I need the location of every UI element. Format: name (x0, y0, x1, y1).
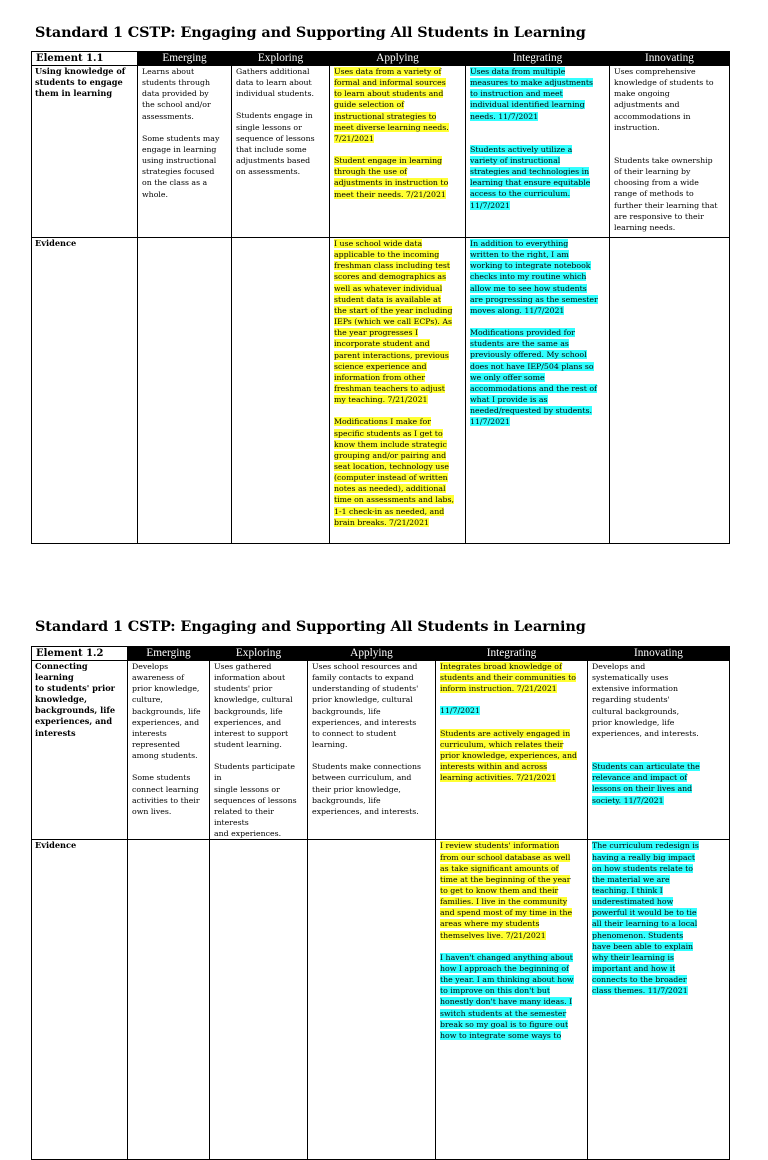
paragraph-text: Uses comprehensive knowledge of students to make ongoing adjustments and accommodations in instruction. (614, 67, 714, 132)
highlighted-text: I use school wide data applicable to the incoming freshman class including test scores and demographics as well as whatever individual student data is available at the start of the year including IEPs (which we call ECPs). As the year progresses I incorporate student and parent interactions, previous science experience and information from other freshman teachers to adjust my teaching. 7/21/2021 (334, 239, 453, 405)
highlighted-text: Uses data from a variety of formal and informal sources to learn about students and guide selection of instructional strategies to meet diverse learning needs. 7/21/2021 (334, 67, 449, 143)
cell-exploring (232, 66, 330, 238)
cell-innovating (610, 66, 730, 238)
cell-paragraph (334, 416, 462, 528)
cell-paragraph (214, 661, 304, 750)
header-integrating: Integrating (466, 52, 610, 66)
cell-paragraph (592, 661, 726, 739)
cell-paragraph (592, 840, 726, 996)
cell-paragraph (440, 952, 584, 1041)
evidence-exploring (210, 840, 308, 1160)
header-innovating: Innovating (610, 52, 730, 66)
cell-paragraph (312, 661, 432, 750)
evidence-emerging (138, 238, 232, 544)
paragraph-text: Students make connections between curriculum, and their prior knowledge, backgrounds, life experiences, and interests. (312, 762, 422, 816)
highlighted-text: The curriculum redesign is having a really big impact on how students relate to the material we are teaching. I think I underestimated how powerful it would be to tie all their learning to a local phenomenon. Students have been able to explain why their learning is important and how it connects to the broader class themes. 11/7/2021 (592, 841, 699, 996)
paragraph-text: Uses gathered information about students' prior knowledge, cultural backgrounds, life experiences, and interest to support student learning. (214, 662, 293, 750)
cell-paragraph (470, 327, 606, 427)
header-applying: Applying (308, 647, 436, 661)
evidence-emerging (128, 840, 210, 1160)
paragraph-text: Develops and systematically uses extensive information regarding students' cultural backgrounds, prior knowledge, life experiences, and interests. (592, 662, 699, 738)
cell-paragraph (470, 144, 606, 211)
cell-paragraph (132, 772, 206, 817)
cell-paragraph (440, 728, 584, 784)
paragraph-text: Some students may engage in learning using instructional strategies focused on the class as a whole. (142, 133, 220, 199)
highlighted-text: Student engage in learning through the use of adjustments in instruction to meet their needs. 7/21/2021 (334, 156, 449, 199)
header-innovating: Innovating (588, 647, 730, 661)
highlighted-text: Students actively utilize a variety of instructional strategies and technologies in learning that ensure equitable access to the curriculum. 11/7/2021 (470, 144, 591, 210)
evidence-innovating (610, 238, 730, 544)
cell-paragraph (236, 110, 326, 177)
paragraph-text: Students take ownership of their learning by choosing from a wide range of methods to further their learning that are responsive to their learning needs. (614, 155, 718, 232)
cell-paragraph (312, 761, 432, 817)
header-exploring: Exploring (210, 647, 308, 661)
element-label: Element 1.1 (32, 52, 138, 66)
cell-paragraph (236, 66, 326, 99)
evidence-integrating (466, 238, 610, 544)
cell-paragraph (592, 761, 726, 806)
cell-paragraph (470, 238, 606, 316)
evidence-innovating (588, 840, 730, 1160)
header-emerging: Emerging (128, 647, 210, 661)
evidence-applying (308, 840, 436, 1160)
header-emerging: Emerging (138, 52, 232, 66)
paragraph-gap (334, 144, 462, 155)
cell-integrating (436, 661, 588, 840)
cell-applying (308, 661, 436, 840)
paragraph-gap (470, 122, 606, 133)
cell-paragraph (470, 66, 606, 122)
cell-integrating (466, 66, 610, 238)
cell-innovating (588, 661, 730, 840)
paragraph-gap (614, 133, 726, 144)
paragraph-gap (440, 717, 584, 728)
highlighted-text: Modifications I make for specific students as I get to know them include strategic grouping and/or pairing and seat location, technology use (computer instead of written notes as needed), additional time on assessments and labs, 1-1 check-in as needed, and brain breaks. 7/21/2021 (334, 417, 454, 527)
cell-emerging (128, 661, 210, 840)
paragraph-gap (334, 405, 462, 416)
cell-emerging (138, 66, 232, 238)
evidence-exploring (232, 238, 330, 544)
cell-paragraph (440, 661, 584, 694)
highlighted-text: Integrates broad knowledge of students and their communities to inform instruction. 7/21/2021 (440, 662, 576, 694)
header-exploring: Exploring (232, 52, 330, 66)
highlighted-text: I haven't changed anything about how I approach the beginning of the year. I am thinking about how to improve on this don't but honestly don't have many ideas. I switch students at the semester break so my goal is to figure out how to integrate some ways to (440, 952, 574, 1040)
evidence-row (32, 840, 730, 1160)
paragraph-gap (142, 122, 228, 133)
cell-paragraph (334, 238, 462, 405)
paragraph-gap (614, 144, 726, 155)
header-row (32, 647, 730, 661)
paragraph-gap (132, 761, 206, 772)
paragraph-text: Some students connect learning activities to their own lives. (132, 773, 200, 816)
cell-paragraph (334, 155, 462, 200)
row-label-descriptor: Connecting learning to students' prior knowledge, backgrounds, life experiences, and interests (32, 661, 128, 840)
paragraph-text: Gathers additional data to learn about individual students. (236, 67, 314, 99)
paragraph-gap (592, 739, 726, 750)
evidence-row (32, 238, 730, 544)
paragraph-gap (592, 750, 726, 761)
paragraph-gap (214, 750, 304, 761)
cell-paragraph (132, 661, 206, 761)
paragraph-gap (470, 133, 606, 144)
header-applying: Applying (330, 52, 466, 66)
evidence-integrating (436, 840, 588, 1160)
row-label-evidence: Evidence (32, 238, 138, 544)
highlighted-text: I review students' information from our school database as well as take significant amounts of time at the beginning of the year to get to know them and their families. I live in the community and spend most of my time in the areas where my students themselves live. 7/21/2021 (440, 841, 573, 940)
paragraph-text: Students engage in single lessons or sequence of lessons that include some adjustments based on assessments. (236, 111, 315, 177)
descriptor-row (32, 661, 730, 840)
descriptor-row (32, 66, 730, 238)
cell-paragraph (142, 133, 228, 200)
paragraph-gap (440, 694, 584, 705)
paragraph-gap (312, 750, 432, 761)
rubric-table-element-1-1 (31, 51, 730, 544)
rubric-table-element-1-2 (31, 646, 730, 1160)
paragraph-gap (440, 941, 584, 952)
row-label-evidence: Evidence (32, 840, 128, 1160)
cell-applying (330, 66, 466, 238)
header-integrating: Integrating (436, 647, 588, 661)
cell-paragraph (334, 66, 462, 144)
row-label-descriptor: Using knowledge of students to engage them in learning (32, 66, 138, 238)
highlighted-text: 11/7/2021 (440, 706, 480, 716)
highlighted-text: In addition to everything written to the right, I am working to integrate notebook checks into my routine which allow me to see how students are progressing as the semester moves along. 11/7/2021 (470, 239, 598, 315)
highlighted-text: Students can articulate the relevance and impact of lessons on their lives and society. 11/7/2021 (592, 762, 700, 805)
highlighted-text: Students are actively engaged in curriculum, which relates their prior knowledge, experiences, and interests within and across learning activities. 7/21/2021 (440, 728, 577, 783)
section-2-title: Standard 1 CSTP: Engaging and Supporting All Students in Learning (35, 618, 586, 635)
paragraph-text: Develops awareness of prior knowledge, culture, backgrounds, life experiences, and interests represented among students. (132, 662, 201, 761)
cell-paragraph (142, 66, 228, 122)
cell-paragraph (440, 840, 584, 940)
element-label: Element 1.2 (32, 647, 128, 661)
paragraph-text: Learns about students through data provided by the school and/or assessments. (142, 67, 211, 121)
highlighted-text: Modifications provided for students are the same as previously offered. My school does not have IEP/504 plans so we only offer some accommodations and the rest of what I provide is as needed/requested by students. 11/7/2021 (470, 328, 597, 427)
evidence-applying (330, 238, 466, 544)
cell-paragraph (214, 761, 304, 839)
paragraph-text: Students participate in single lessons or sequences of lessons related to their interests and experiences. (214, 762, 297, 839)
cell-paragraph (440, 705, 584, 716)
cell-paragraph (614, 155, 726, 233)
highlighted-text: Uses data from multiple measures to make adjustments to instruction and meet individual identified learning needs. 11/7/2021 (470, 67, 594, 121)
paragraph-gap (470, 316, 606, 327)
cell-paragraph (614, 66, 726, 133)
cell-exploring (210, 661, 308, 840)
section-1-title: Standard 1 CSTP: Engaging and Supporting All Students in Learning (35, 24, 586, 41)
header-row (32, 52, 730, 66)
paragraph-gap (236, 99, 326, 110)
paragraph-text: Uses school resources and family contacts to expand understanding of students' prior knowledge, cultural backgrounds, life experiences, and interests to connect to student learning. (312, 662, 419, 750)
